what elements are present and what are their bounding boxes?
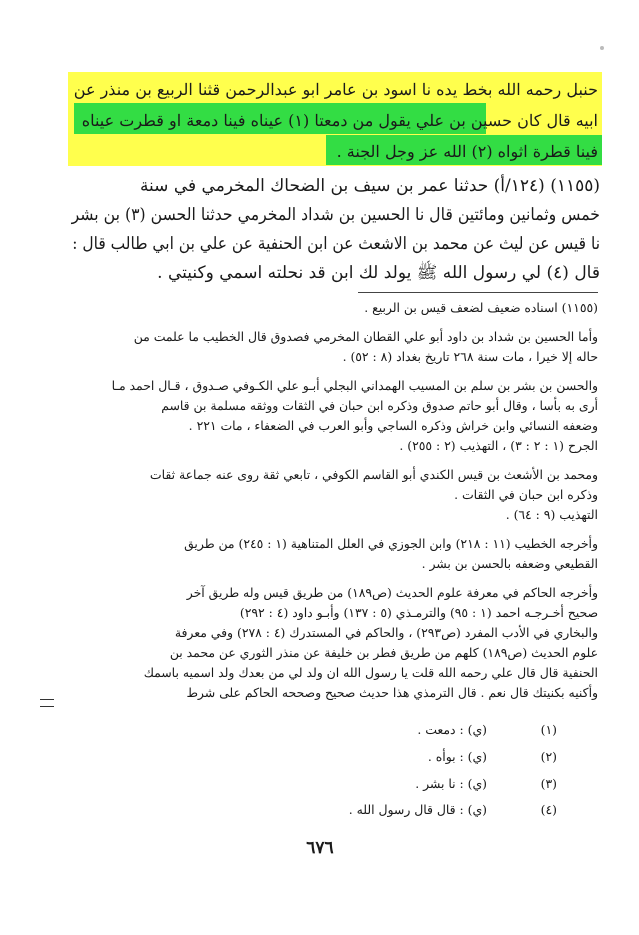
commentary-paragraph [66, 376, 598, 456]
commentary-paragraph [66, 534, 598, 574]
commentary [66, 298, 598, 712]
footnote-text: (ي) : قال قال رسول الله . [348, 802, 487, 817]
commentary-line: علوم الحديث (ص١٨٩) كلهم من طريق فطر بن خليفة عن منذر الثوري عن محمد بن [169, 645, 598, 660]
commentary-line: وأكنيه بكنيتك قال نعم . قال الترمذي هذا حديث صحيح وصححه الحاكم على شرط [186, 685, 598, 700]
commentary-paragraph [66, 327, 598, 367]
scan-speck [600, 46, 604, 50]
commentary-paragraph [66, 465, 598, 525]
continuation-marker [40, 699, 54, 707]
footnote-number: (٢) [540, 749, 557, 764]
passage-line: فينا قطرة اثواه (٢) الله عز وجل الجنة . [336, 142, 598, 161]
footnote-text: (ي) : دمعت . [417, 722, 487, 737]
section-divider [358, 292, 598, 293]
footnote-text: (ي) : نا بشر . [415, 776, 487, 791]
commentary-line: التهذيب (٩ : ٦٤) . [505, 507, 598, 522]
commentary-line: والبخاري في الأدب المفرد (ص٢٩٣) ، والحاكم في المستدرك (٤ : ٢٧٨) وفي معرفة [174, 625, 598, 640]
commentary-paragraph [66, 298, 598, 318]
commentary-line: وذكره ابن حبان في الثقات . [454, 487, 598, 502]
footnote [257, 802, 557, 817]
hadith-line: خمس وثمانين ومائتين قال نا الحسين بن شداد المخرمي حدثنا الحسن (٣) بن بشر [71, 205, 601, 225]
hadith-line: قال (٤) لي رسول الله ﷺ يولد لك ابن قد نحلته اسمي وكنيتي . [157, 263, 600, 283]
commentary-line: أرى به بأسا ، وقال أبو حاتم صدوق وذكره ابن حبان في الثقات ووثقه مسلمة بن قاسم [161, 398, 598, 413]
page-number: ٦٧٦ [306, 838, 334, 858]
commentary-line: ومحمد بن الأشعث بن قيس الكندي أبو القاسم الكوفي ، تابعي ثقة روى عنه جماعة ثقات [149, 467, 598, 482]
commentary-line: وأخرجه الحاكم في معرفة علوم الحديث (ص١٨٩) من طريق قيس وله طريق آخر [186, 585, 598, 600]
commentary-line: الجرح (١ : ٢ : ٣) ، التهذيب (٢ : ٢٥٥) . [399, 438, 598, 453]
passage-line: حنبل رحمه الله بخط يده نا اسود بن عامر ابو عبدالرحمن قثنا الربيع بن منذر عن [73, 80, 598, 99]
commentary-line: والحسن بن بشر بن سلم بن المسيب الهمداني البجلي أبـو علي الكـوفي صـدوق ، قـال احمد مـا [111, 378, 598, 393]
commentary-line: (١١٥٥) اسناده ضعيف لضعف قيس بن الربيع . [364, 300, 598, 315]
footnote [257, 776, 557, 791]
hadith-line: نا قيس عن ليث عن محمد بن الاشعث عن ابن الحنفية عن علي بن ابي طالب قال : [72, 234, 601, 254]
commentary-paragraph [66, 583, 598, 703]
footnote [257, 749, 557, 764]
highlighted-passage [72, 74, 598, 167]
commentary-line: وضعفه النسائي وابن خراش وذكره الساجي وأبو العرب في الضعفاء ، مات ٢٢١ . [188, 418, 598, 433]
footnote-number: (١) [540, 722, 557, 737]
commentary-line: وأما الحسين بن شداد بن داود أبو علي القطان المخرمي فصدوق قال الخطيب ما علمت من [133, 329, 598, 344]
footnote [257, 722, 557, 737]
footnote-number: (٤) [540, 802, 557, 817]
footnote-text: (ي) : بوأه . [427, 749, 487, 764]
hadith-line: (١١٥٥) (١٢٤/أ) حدثنا عمر بن سيف بن الضحاك المخرمي في سنة [139, 176, 600, 196]
commentary-line: صحيح أخـرجـه احمد (١ : ٩٥) والترمـذي (٥ : ١٣٧) وأبـو داود (٤ : ٢٩٢) [239, 605, 598, 620]
commentary-line: الحنفية قال قال علي رحمه الله قلت يا رسول الله ان ولد لي من بعدك ولد اسميه باسمك [143, 665, 598, 680]
commentary-line: القطيعي وضعفه بالحسن بن بشر . [421, 556, 598, 571]
commentary-line: وأخرجه الخطيب (١١ : ٢١٨) وابن الجوزي في العلل المتناهية (١ : ٢٤٥) من طريق [184, 536, 598, 551]
commentary-line: حاله إلا خيرا ، مات سنة ٢٦٨ تاريخ بغداد (٨ : ٥٢) . [342, 349, 598, 364]
passage-line: ابيه قال كان حسين بن علي يقول من دمعتا (١) عيناه فينا دمعة او قطرت عيناه [81, 111, 598, 130]
hadith-text [72, 172, 600, 288]
footnote-number: (٣) [540, 776, 557, 791]
